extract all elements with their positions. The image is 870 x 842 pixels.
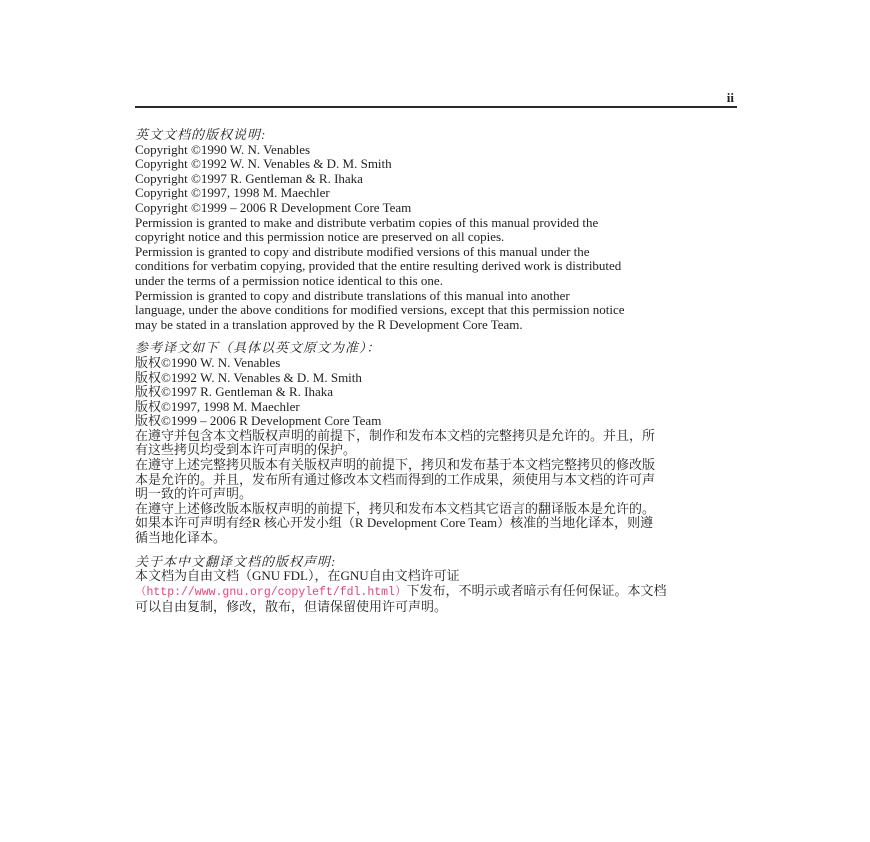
text-line: copyright notice and this permission notice are preserved on all copies. <box>135 229 505 245</box>
text-line-rest: 下发布，不明示或者暗示有任何保证。本文档 <box>406 582 667 598</box>
text-line: Copyright ©1990 W. N. Venables <box>135 141 311 157</box>
text-line: 在遵守并包含本文档版权声明的前提下，制作和发布本文档的完整拷贝是允许的。并且，所 <box>135 427 656 443</box>
text-line: 明一致的许可声明。 <box>135 486 253 502</box>
text-line: 本是允许的。并且，发布所有通过修改本文档而得到的工作成果，须使用与本文档的许可声 <box>135 471 656 487</box>
text-line: 版权©1997 R. Gentleman & R. Ihaka <box>135 384 333 400</box>
text-line: under the terms of a permission notice identical to this one. <box>135 272 443 288</box>
text-line: Copyright ©1992 W. N. Venables & D. M. Smith <box>135 156 392 172</box>
text-line: 本文档为自由文档（GNU FDL），在GNU自由文档许可证 <box>135 568 460 584</box>
section-chinese-license <box>135 555 737 615</box>
text-line: 版权©1992 W. N. Venables & D. M. Smith <box>135 369 362 385</box>
text-line: 有这些拷贝均受到本许可声明的保护。 <box>135 442 357 458</box>
text-line: 在遵守上述完整拷贝版本有关版权声明的前提下，拷贝和发布基于本文档完整拷贝的修改版 <box>135 457 656 473</box>
text-line: Copyright ©1997 R. Gentleman & R. Ihaka <box>135 170 363 186</box>
text-line: 版权©1990 W. N. Venables <box>135 354 281 370</box>
fdl-url-link[interactable]: （http://www.gnu.org/copyleft/fdl.html） <box>135 585 407 599</box>
text-line: Copyright ©1999 – 2006 R Development Core Team <box>135 199 412 215</box>
section-heading: 参考译文如下（具体以英文原文为准）： <box>135 340 381 356</box>
text-line: 可以自由复制，修改，散布，但请保留使用许可声明。 <box>135 599 448 615</box>
section-heading: 英文文档的版权说明: <box>135 127 267 142</box>
section-english-copyright <box>135 128 737 332</box>
header-rule <box>135 106 737 108</box>
text-line: Permission is granted to make and distribute verbatim copies of this manual provided the <box>135 214 599 230</box>
text-line: 循当地化译本。 <box>135 530 227 546</box>
page-number: ii <box>726 90 734 105</box>
text-line: 版权©1997, 1998 M. Maechler <box>135 398 300 414</box>
document-page <box>135 91 737 615</box>
text-line: 版权©1999 – 2006 R Development Core Team <box>135 413 382 429</box>
text-line: 在遵守上述修改版本版权声明的前提下，拷贝和发布本文档其它语言的翻译版本是允许的。 <box>135 500 656 516</box>
text-line: conditions for verbatim copying, provided that the entire resulting derived work is distributed <box>135 258 622 274</box>
text-line: Copyright ©1997, 1998 M. Maechler <box>135 185 330 201</box>
text-line <box>135 584 737 601</box>
section-heading: 关于本中文翻译文档的版权声明: <box>135 553 337 569</box>
text-line: Permission is granted to copy and distribute modified versions of this manual under the <box>135 243 590 259</box>
text-line: Permission is granted to copy and distribute translations of this manual into another <box>135 287 570 303</box>
document-body <box>135 128 737 615</box>
text-line: language, under the above conditions for modified versions, except that this permission notice <box>135 302 625 318</box>
section-chinese-translation <box>135 341 737 545</box>
text-line: 如果本许可声明有经R 核心开发小组（R Development Core Team）核准的当地化译本，则遵 <box>135 515 654 531</box>
text-line: may be stated in a translation approved by the R Development Core Team. <box>135 316 523 332</box>
